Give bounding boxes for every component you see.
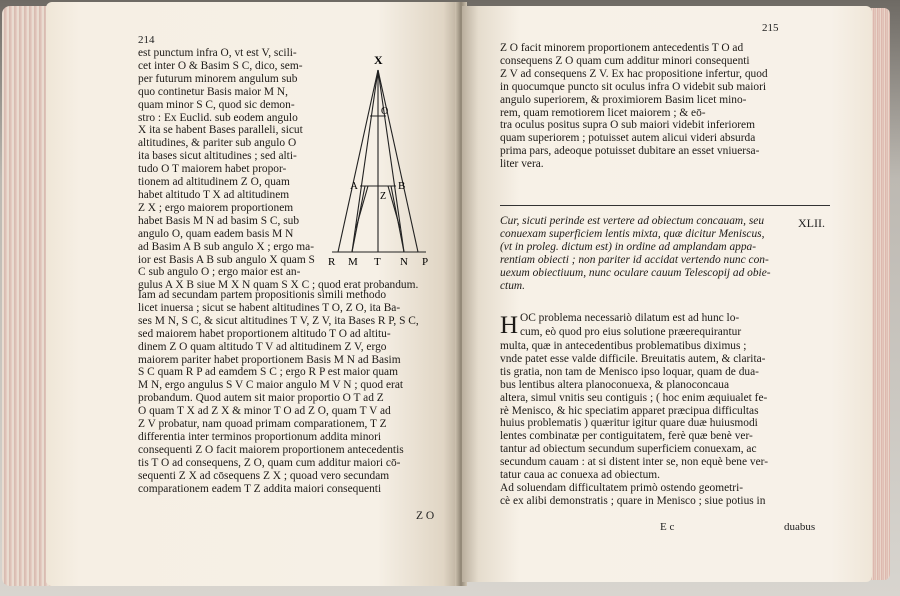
text-line: X ita se habent Bases paralleli, sicut <box>138 124 303 137</box>
text-line: tantur ad obiectum secundum superficiem conuexam, ac <box>500 443 757 456</box>
right-catchword: duabus <box>784 521 816 533</box>
text-line: quam superiorem ; potuisset autem alicui videri absurda <box>500 132 756 145</box>
body-second-line: cum, eò quod pro eius solutione præerequirantur <box>520 326 742 338</box>
text-line: est punctum infra O, vt est V, scili- <box>138 47 297 59</box>
label-z: Z <box>380 191 387 202</box>
text-line: tra oculus positus supra O sub maiori videbit inferiorem <box>500 119 755 132</box>
text-line: Z V probatur, nam quoad primam comparationem, T Z <box>138 418 387 431</box>
text-line: multa, quæ in antecedentibus problematibus diximus ; <box>500 340 747 352</box>
right-body-text <box>500 340 768 508</box>
text-line: ses M N, S C, & sicut altitudines T V, Z V, ita Bases R P, S C, <box>138 314 419 327</box>
label-t: T <box>374 256 381 267</box>
section-rule <box>500 205 830 206</box>
text-line: liter vera. <box>500 158 544 171</box>
text-line: tionem ad altitudinem Z O, quam <box>138 176 290 189</box>
text-line: sed maiorem habet proportionem altitudo T O ad altitu- <box>138 327 391 340</box>
text-line: probandum. Quod autem sit maior proportio O T ad Z <box>138 392 384 405</box>
label-n: N <box>400 256 408 267</box>
body-first-line: OC problema necessariò dilatum est ad hunc lo- <box>520 312 740 324</box>
text-line: stro : Ex Euclid. sub eodem angulo <box>138 111 298 124</box>
text-line: Z V ad consequens Z V. Ex hac propositione infertur, quod <box>500 67 768 80</box>
text-line: quam minor S C, quod sic demon- <box>138 98 295 111</box>
text-line: licet inuersa ; sicut se habent altitudines T O, Z O, ita Ba- <box>138 301 401 314</box>
label-r: R <box>328 256 336 267</box>
text-line: cet inter O & Basim S C, dico, sem- <box>138 59 303 72</box>
right-page-number: 215 <box>762 22 779 34</box>
text-line: secundum cauam : at si distent inter se, non equè bene ver- <box>500 456 768 469</box>
question-line: conuexam superficiem lentis mixta, quæ dicitur Meniscus, <box>500 227 765 240</box>
label-m: M <box>348 256 358 267</box>
text-line: tudo O T maiorem habet propor- <box>138 163 287 176</box>
signature-mark: E c <box>660 521 675 533</box>
text-line: cè ex alibi demonstratis ; quare in Menisco ; siue potius in <box>500 494 766 507</box>
initial-letter: H <box>500 312 519 339</box>
text-line: M N, ergo angulus S V C maior angulo M V N ; quod erat <box>138 379 404 392</box>
label-x: X <box>374 53 383 67</box>
text-line: ior est Basis A B sub angulo X quam S <box>138 253 315 266</box>
text-line: consequens Z O quam cum additur minori consequenti <box>500 54 750 67</box>
text-line: tatur caua ac conuexa ad obiectum. <box>500 469 661 482</box>
text-line: differentia inter terminos proportionum addita minori <box>138 430 382 443</box>
text-line: sequenti Z X ad cōsequens Z X ; quoad vero secundam <box>138 469 390 482</box>
text-line: rem, quam remotiorem licet maiorem ; & eō- <box>500 106 706 119</box>
text-line: maiorem pariter habet proportionem Basis M N ad Basim <box>138 353 401 366</box>
text-line: consequenti Z O facit maiorem proportionem antecedentis <box>138 443 404 456</box>
right-top-text <box>500 42 768 171</box>
geometric-figure <box>318 52 436 267</box>
text-line: altera, simul vnitis seu contiguis ; ( hoc enim æquiualet fe- <box>500 391 768 404</box>
text-line: Iam ad secundam partem propositionis simili methodo <box>138 289 387 301</box>
text-line: vnde patet esse valde difficile. Breuitatis autem, & clarita- <box>500 352 766 365</box>
left-page-number: 214 <box>138 34 155 46</box>
left-page <box>46 2 460 586</box>
text-line: habet altitudo T X ad altitudinem <box>138 188 290 201</box>
question-text <box>500 215 771 292</box>
text-line: altitudines, & pariter sub angulo O <box>138 137 297 150</box>
question-line: rentiam obiecti ; non pariter id accidat vertendo nunc con- <box>500 253 769 266</box>
text-line: quo continetur Basis maior M N, <box>138 85 288 98</box>
label-b: B <box>398 180 406 192</box>
label-p: P <box>422 256 429 267</box>
text-line: per futurum minorem angulum sub <box>138 72 298 85</box>
text-line: in quocumque puncto sit oculus infra O videbit sub maiori <box>500 80 767 93</box>
text-line: habet Basis M N ad basim S C, sub <box>138 214 300 227</box>
question-line: ctum. <box>500 279 525 292</box>
text-line: Z O facit minorem proportionem antecedentis T O ad <box>500 42 744 54</box>
label-a: A <box>350 180 358 192</box>
text-line: gulus A X B siue M X N quam S X C ; quod erat probandum. <box>138 279 419 292</box>
text-line: angulo superiorem, & proximiorem Basim licet mino- <box>500 93 747 106</box>
text-line: rè Menisco, & hic speciatim apparet præcipua difficultas <box>500 404 759 417</box>
text-line: O quam T X ad Z X & minor T O ad Z O, quam T V ad <box>138 405 391 418</box>
question-line: Cur, sicuti perinde est vertere ad obiectum concauam, seu <box>500 215 765 227</box>
text-line: comparationem eadem T Z addita maiori consequenti <box>138 482 382 495</box>
text-line: lentes combinatæ per contiguitatem, ferè quæ benè ver- <box>500 430 753 443</box>
label-o: O <box>381 106 389 117</box>
question-line: (vt in proleg. dictum est) in ordine ad amplandam appa- <box>500 240 757 253</box>
text-line: ad Basim A B sub angulo X ; ergo ma- <box>138 240 315 253</box>
text-line: ita bases sicut altitudines ; sed alti- <box>138 150 297 163</box>
proposition-number: XLII. <box>798 216 825 230</box>
text-line: angulo O, quam eadem basis M N <box>138 227 294 240</box>
text-line: bus lentibus altera planoconuexa, & planoconcaua <box>500 378 729 391</box>
text-line: Ad soluendam difficultatem primò ostendo geometri- <box>500 481 744 494</box>
text-line: C sub angulo O ; ergo maior est an- <box>138 266 301 279</box>
right-page <box>462 6 872 582</box>
text-line: S C quam R P ad eamdem S C ; ergo R P est maior quam <box>138 366 398 379</box>
text-line: tis T O ad consequens, Z O, quam cum additur maiori cō- <box>138 456 401 469</box>
text-line: tis gratia, non tam de Menisco ipso loquar, quam de dua- <box>500 365 759 378</box>
left-catchword: Z O <box>416 510 435 522</box>
text-line: prima pars, adeoque potuisset dubitare an esset vniuersa- <box>500 145 760 158</box>
left-body-text <box>138 289 419 496</box>
question-line: uexum obiectiuum, nunc oculare cauum Telescopij ad obie- <box>500 266 771 279</box>
text-line: Z X ; ergo maiorem proportionem <box>138 201 294 214</box>
text-line: huius problematis ) quæritur igitur quare duæ huiusmodi <box>500 417 758 430</box>
text-line: dinem Z O quam altitudo T V ad altitudinem Z V, ergo <box>138 340 387 353</box>
